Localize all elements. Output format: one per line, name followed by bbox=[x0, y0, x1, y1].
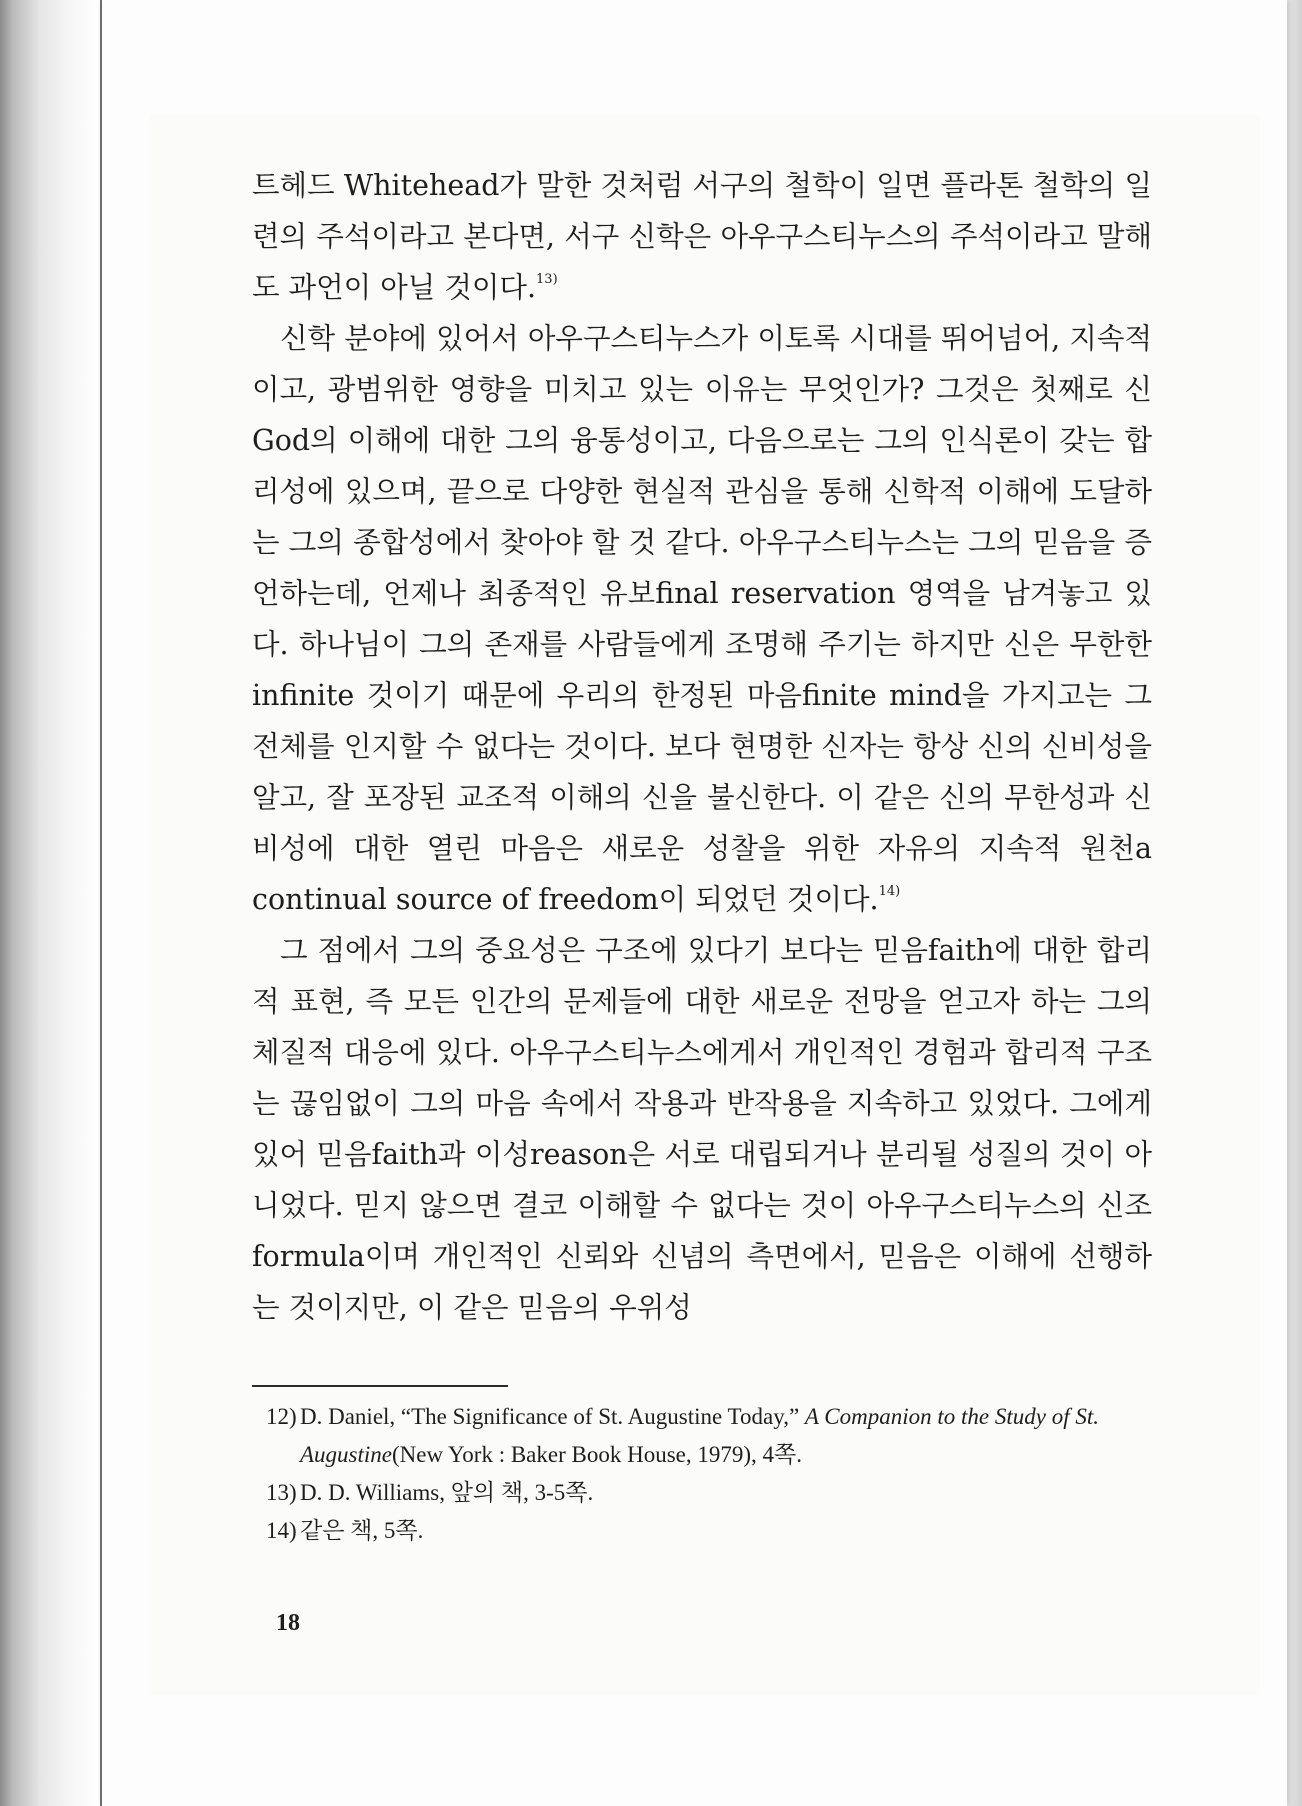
paragraph-3-text: 그 점에서 그의 중요성은 구조에 있다기 보다는 믿음faith에 대한 합리적 표현, 즉 모든 인간의 문제들에 대한 새로운 전망을 얻고자 하는 그의 체질적 대응에 있다. 아우구스티누스에게서 개인적인 경험과 합리적 구조는 끊임없이 그의 마음 속에서 작용과 반작용을 지속하고 있었다. 그에게 있어 믿음faith과 이성reason은 서로 대립되거나 분리될 성질의 것이 아니었다. 믿지 않으면 결코 이해할 수 없다는 것이 아우구스티누스의 신조formula이며 개인적인 신뢰와 신념의 측면에서, 믿음은 이해에 선행하는 것이지만, 이 같은 믿음의 우위성 bbox=[252, 934, 1152, 1324]
footnote-number: 13) bbox=[266, 1480, 297, 1505]
footnote-text: 같은 책, 5쪽. bbox=[300, 1518, 424, 1543]
paragraph-1 bbox=[252, 160, 1152, 313]
page-number: 18 bbox=[276, 1610, 300, 1636]
body-text bbox=[252, 160, 1152, 1333]
footnote-book-title: A Companion to the Study of St. Augustine bbox=[300, 1404, 1100, 1467]
footnote-number: 12) bbox=[266, 1404, 297, 1429]
footnote-divider bbox=[252, 1385, 508, 1387]
footnote-publication: (New York : Baker Book House, 1979), 4쪽. bbox=[392, 1442, 802, 1467]
footnote-12 bbox=[266, 1398, 1152, 1474]
footnote-text: D. Daniel, “The Significance of St. Augustine Today,” bbox=[300, 1404, 805, 1429]
viewer-left-edge bbox=[0, 0, 100, 1806]
footnote-ref-13[interactable]: 13) bbox=[536, 272, 558, 287]
footnote-text: D. D. Williams, 앞의 책, 3-5쪽. bbox=[300, 1480, 594, 1505]
paragraph-2 bbox=[252, 313, 1152, 925]
paragraph-1-text: 트헤드 Whitehead가 말한 것처럼 서구의 철학이 일면 플라톤 철학의 일련의 주석이라고 본다면, 서구 신학은 아우구스티누스의 주석이라고 말해도 과언이 아닐 것이다. bbox=[252, 169, 1152, 304]
paragraph-2-text: 신학 분야에 있어서 아우구스티누스가 이토록 시대를 뛰어넘어, 지속적이고, 광범위한 영향을 미치고 있는 이유는 무엇인가? 그것은 첫째로 신God의 이해에 대한 그의 융통성이고, 다음으로는 그의 인식론이 갖는 합리성에 있으며, 끝으로 다양한 현실적 관심을 통해 신학적 이해에 도달하는 그의 종합성에서 찾아야 할 것 같다. 아우구스티누스는 그의 믿음을 증언하는데, 언제나 최종적인 유보final reservation 영역을 남겨놓고 있다. 하나님이 그의 존재를 사람들에게 조명해 주기는 하지만 신은 무한한infinite 것이기 때문에 우리의 한정된 마음finite mind을 가지고는 그 전체를 인지할 수 없다는 것이다. 보다 현명한 신자는 항상 신의 신비성을 알고, 잘 포장된 교조적 이해의 신을 불신한다. 이 같은 신의 무한성과 신비성에 대한 열린 마음은 새로운 성찰을 위한 자유의 지속적 원천a continual source of freedom이 되었던 것이다. bbox=[252, 322, 1152, 916]
footnote-14 bbox=[266, 1512, 1152, 1550]
footnote-ref-14[interactable]: 14) bbox=[878, 884, 901, 899]
footnotes bbox=[266, 1398, 1152, 1550]
footnote-number: 14) bbox=[266, 1518, 297, 1543]
paragraph-3 bbox=[252, 925, 1152, 1333]
footnote-13 bbox=[266, 1474, 1152, 1512]
